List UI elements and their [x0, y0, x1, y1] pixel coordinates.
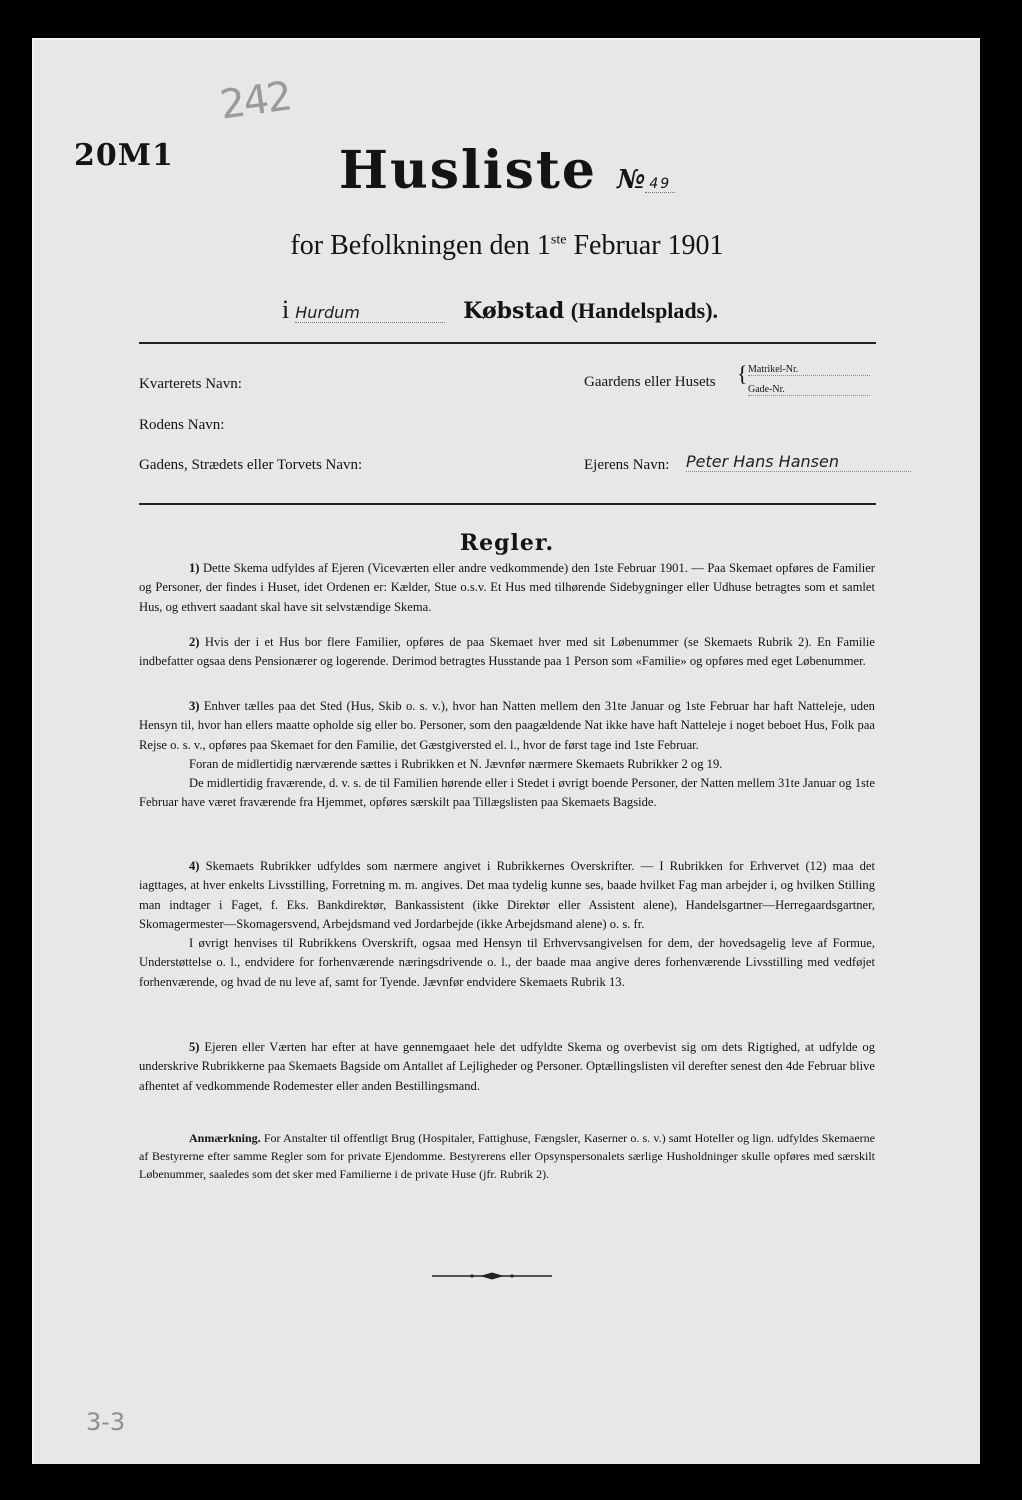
rule-text: Enhver tælles paa det Sted (Hus, Skib o. s. v.), hvor han Natten mellem den 31te Januar og 1ste Februar har haft Natteleje, uden Hensyn til, hvor han ellers maatte opholde sig eller bo. Personer, som den paagældende Nat ikke have haft Natteleje i noget beboet Hus, Folk paa Rejse o. s. v., opføres paa Skemaet for den Familie, det Gæstgiversted el. l., hvor de først tage ind 1ste Februar.: [139, 699, 875, 752]
district-name-label: Rodens Navn:: [139, 417, 225, 433]
number-sign: №: [617, 165, 646, 195]
owner-name-value: Peter Hans Hansen: [686, 452, 911, 472]
rule-number: 1): [189, 561, 200, 575]
rule-4: [139, 857, 875, 992]
brace: {: [737, 361, 748, 386]
rule-number: 2): [189, 635, 200, 649]
top-divider: [139, 342, 876, 344]
title-word: Husliste: [338, 140, 597, 201]
rule-text: Dette Skema udfyldes af Ejeren (Viceværten eller andre vedkommende) den 1ste Februar 1901. — Paa Skemaet opføres de Familier og Personer, der findes i Huset, idet Ordenen er: Kælder, Stue o.s.v. Et Hus med tilhørende Sidebygninger eller Udhuse betragtes som et samlet Hus, og ethvert saadant skal have sit selvstændige Skema.: [139, 561, 875, 614]
rule-5: [139, 1038, 875, 1096]
rules-heading: Regler.: [459, 530, 555, 556]
ornament-divider: [432, 1272, 552, 1280]
gade-nr-label: Gade-Nr.: [748, 384, 870, 396]
rule-3: [139, 697, 875, 813]
handelsplads-label: (Handelsplads).: [570, 298, 719, 323]
rule-number: 5): [189, 1040, 200, 1054]
form-title: [34, 140, 980, 201]
census-form-page: [32, 38, 980, 1464]
form-subtitle: [34, 230, 980, 262]
quarter-name-label: Kvarterets Navn:: [139, 376, 242, 392]
town-name-field: Hurdum: [295, 303, 445, 323]
town-prefix: i: [282, 295, 290, 324]
subtitle-after: Februar 1901: [566, 230, 724, 261]
subtitle-before: for Befolkningen den 1: [290, 230, 551, 261]
rule-text: Skemaets Rubrikker udfyldes som nærmere angivet i Rubrikkernes Overskrifter. — I Rubrikken for Erhvervet (12) maa det iagttages, at hver enkelts Livsstilling, Forretning m. m. angives. Det maa tydelig kunne ses, baade hvilket Fag man arbejder i, og hvilken Stilling man indtager i Faget, f. Eks. Bankdirektør, Bankassistent (ikke Direktør eller Assistent alene), Handelsgartner—Herregaardsgartner, Skomagermester—Skomagersvend, Arbejdsmand ved Jordarbejde (ikke Arbejdsmand alene) o. s. fr.: [139, 859, 875, 931]
rule-2: [139, 633, 875, 672]
kobstad-label: Købstad: [463, 298, 565, 324]
rule-number: 3): [189, 699, 200, 713]
remark-text: For Anstalter til offentligt Brug (Hospitaler, Fattighuse, Fængsler, Kaserner o. s. v.) samt Hoteller og lign. udfyldes Skemaerne af Bestyrerne efter samme Regler som for private Ejendomme. Bestyrerens eller Opsynspersonalets særlige Husholdninger skulle opføres med særskilt Løbenummer, saaledes som det sker med Familierne i de private Huse (jfr. Rubrik 2).: [139, 1131, 875, 1181]
remark-label: Anmærkning.: [189, 1131, 261, 1145]
owner-name-label: Ejerens Navn:: [584, 457, 670, 473]
corner-number: 20M1: [74, 138, 174, 173]
subtitle-sup: ste: [550, 232, 567, 248]
rule-1: [139, 559, 875, 617]
rule-text: I øvrigt henvises til Rubrikkens Overskrift, ogsaa med Hensyn til Erhvervsangivelsen for dem, der hovedsagelig leve af Formue, Understøttelse o. l., endvidere for forhenværende næringsdrivende o. l., der baade maa angive deres forhenværende Livsstilling med vedføjet forhenværende, og hvad de nu leve af, samt for Tyende. Jævnfør endvidere Skemaets Rubrik 13.: [139, 936, 875, 989]
town-line: [282, 295, 782, 325]
rule-text: Foran de midlertidig nærværende sættes i Rubrikken et N. Jævnfør nærmere Skemaets Rubrikker 2 og 19.: [189, 756, 723, 771]
street-name-label: Gadens, Strædets eller Torvets Navn:: [139, 457, 363, 473]
matrikel-label: Matrikel-Nr.: [748, 364, 870, 376]
remark: [139, 1129, 875, 1183]
rule-text: Hvis der i et Hus bor flere Familier, opføres de paa Skemaet hver med sit Løbenummer (se Skemaets Rubrik 2). En Familie indbefatter ogsaa dens Pensionærer og logerende. Derimod betragtes Husstande paa 1 Person som «Familie» og opføres med eget Løbenummer.: [139, 635, 875, 669]
rule-text: Ejeren eller Værten har efter at have gennemgaaet hele det udfyldte Skema og overbevist sig om dets Rigtighed, at udfylde og underskrive Rubrikkerne paa Skemaets Bagside om Antallet af Lejligheder og Personer. Optællingslisten vil derefter senest den 4de Februar blive afhentet af vedkommende Rodemester eller anden Bestillingsmand.: [139, 1040, 875, 1093]
rule-number: 4): [189, 859, 200, 873]
rule-text: De midlertidig fraværende, d. v. s. de til Familien hørende eller i Stedet i øvrigt boende Personer, der Natten mellem 31te Januar og 1ste Februar have været fraværende fra Hjemmet, opføres særskilt paa Tillægslisten paa Skemaets Bagside.: [139, 776, 875, 810]
list-number: 49: [645, 176, 675, 193]
pencil-annotation-bottom: 3-3: [86, 1408, 126, 1436]
farm-house-label: Gaardens eller Husets: [584, 374, 716, 390]
pencil-annotation-top: 242: [217, 73, 294, 129]
middle-divider: [139, 503, 876, 505]
